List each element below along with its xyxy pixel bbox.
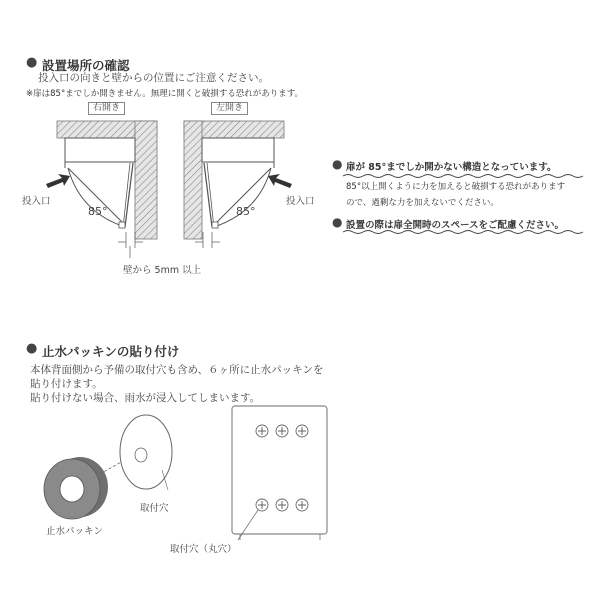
section-title-installation: 設置場所の確認 — [42, 58, 130, 73]
note-space: 設置の際は扉全開時のスペースをご配慮ください。 — [346, 220, 565, 231]
note-door-sub2: ので、過剰な力を加えないでください。 — [346, 198, 499, 208]
angle-label-left: 85° — [236, 205, 256, 218]
right-open-label: 右開き — [88, 102, 125, 115]
bullet-icon: ● — [332, 157, 343, 171]
inlet-label-right: 投入口 — [22, 196, 51, 207]
round-hole-label: 取付穴（丸穴） — [170, 544, 237, 555]
hole-label: 取付穴 — [140, 503, 169, 514]
wall-distance-label: 壁から 5mm 以上 — [123, 265, 202, 276]
packing-label: 止水パッキン — [46, 526, 103, 537]
note-door-sub1: 85°以上開くように力を加えると破損する恐れがあります — [346, 182, 566, 192]
section-title-packing: 止水パッキンの貼り付け — [42, 344, 180, 359]
packing-body-line1: 本体背面側から予備の取付穴も含め、６ヶ所に止水パッキンを — [30, 364, 324, 376]
section-subtitle: 投入口の向きと壁からの位置にご注意ください。 — [38, 72, 269, 84]
packing-body-line3: 貼り付けない場合、雨水が浸入してしまいます。 — [30, 392, 261, 404]
left-open-label: 左開き — [211, 102, 248, 115]
door-warning: ※扉は85°までしか開きません。無理に開くと破損する恐れがあります。 — [26, 89, 304, 99]
note-door-limit: 扉が 85°までしか開かない構造となっています。 — [346, 162, 557, 173]
inlet-label-left: 投入口 — [286, 196, 315, 207]
bullet-icon: ● — [26, 55, 38, 70]
angle-label-right: 85° — [88, 205, 108, 218]
bullet-icon: ● — [332, 215, 343, 229]
packing-body-line2: 貼り付けます。 — [30, 378, 103, 390]
bullet-icon: ● — [26, 341, 38, 356]
